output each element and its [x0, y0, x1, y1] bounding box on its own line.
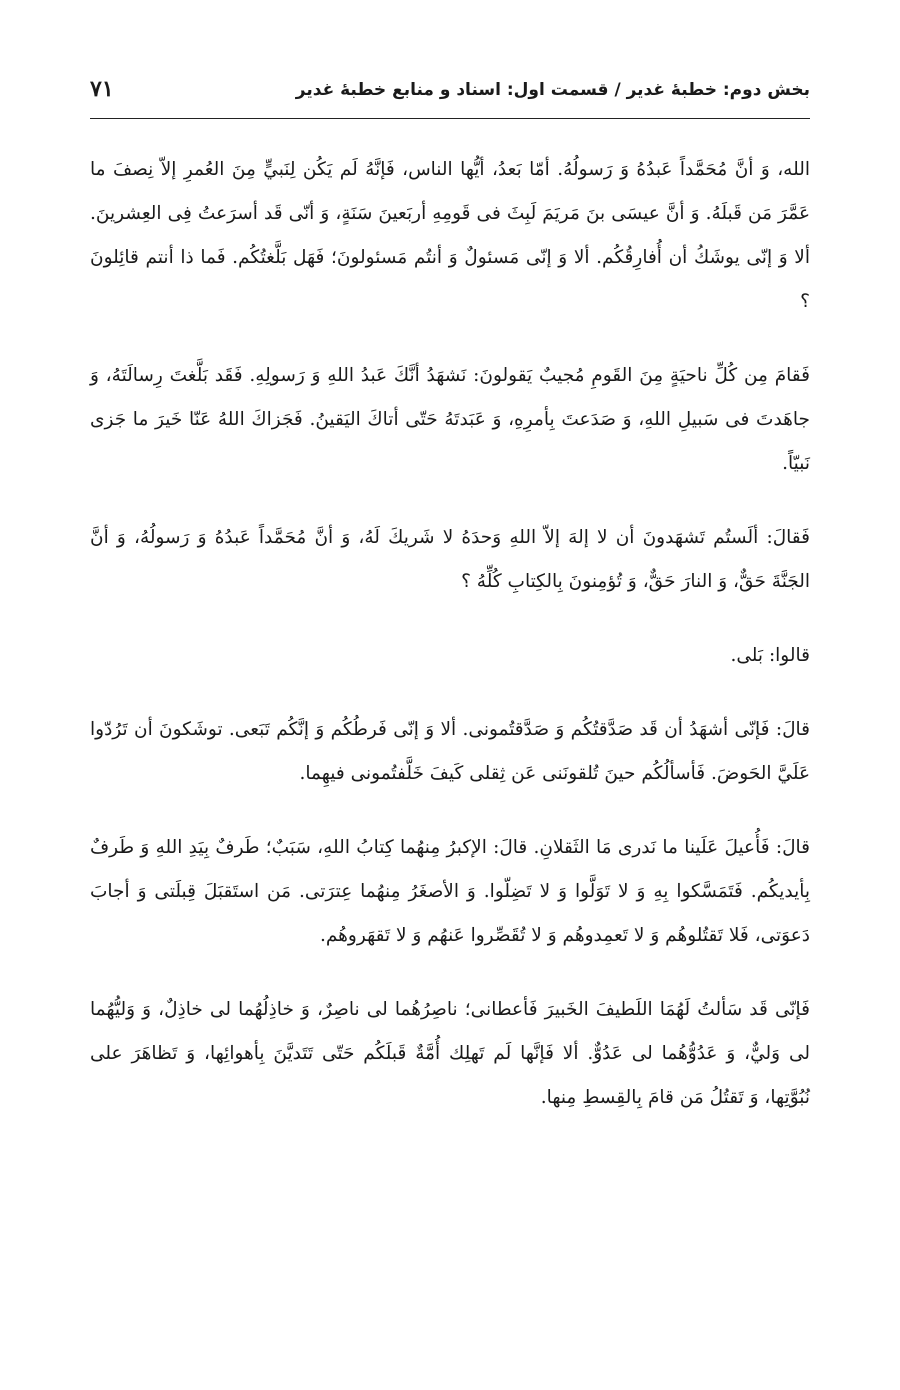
paragraph-5: قالَ: فَإنّى أشهَدُ أن قَد صَدَّقتُكُم وَ صَدَّقتُمونى. ألا وَ إنّى فَرطُكُم وَ إنَّكُم تَبَعى. توشَكونَ أن تَرُدّوا عَلَيَّ الحَوضَ. فَأسألُكُم حينَ تُلقونَنى عَن ثِقلى كَيفَ خَلَّفتُمونى فيهِما. [90, 719, 810, 784]
page-number: ۷۱ [90, 76, 114, 102]
paragraph-3: فَقالَ: ألَستُم تَشهَدونَ أن لا إلهَ إلاّ اللهِ وَحدَهُ لا شَريكَ لَهُ، وَ أنَّ مُحَمَّداً عَبدُهُ وَ رَسولُهُ، وَ أنَّ الجَنَّةَ حَقٌّ، وَ النارَ حَقٌّ، وَ تُؤمِنونَ بِالكِتابِ كُلِّهُ ؟ [90, 527, 810, 592]
paragraph-7: فَإنّى قَد سَألتُ لَهُمَا اللَطيفَ الخَبيرَ فَأعطانى؛ ناصِرُهُما لى ناصِرٌ، وَ خاذِلُهُما لى خاذِلٌ، وَ وَليُّهُما لى وَليٌّ، وَ عَدُوُّهُما لى عَدُوٌّ. ألا فَإنَّها لَم تَهلِك أُمَّةٌ قَبلَكُم حَتّى تَتَديَّنَ بِأهوائِها، وَ تَظاهَرَ على نُبُوَّتِها، وَ تَقتُلُ مَن قامَ بِالقِسطِ مِنها. [90, 999, 810, 1108]
paragraph-2: فَقامَ مِن كُلِّ ناحيَةٍ مِنَ القَومِ مُجيبٌ يَقولونَ: نَشهَدُ أنَّكَ عَبدُ اللهِ وَ رَسولِهِ. فَقَد بَلَّغتَ رِسالَتَهُ، وَ جاهَدتَ فى سَبيلِ اللهِ، وَ صَدَعتَ بِأمرِهِ، وَ عَبَدتَهُ حَتّى أتاكَ اليَقينُ. فَجَزاكَ اللهُ عَنّا خَيرَ ما جَزى نَبيّاً. [90, 365, 810, 474]
running-header [90, 70, 810, 119]
header-title: بخش دوم: خطبۀ غدیر / قسمت اول: اسناد و منابع خطبۀ غدیر [295, 80, 810, 100]
paragraph-6: قالَ: فَأُعيلَ عَلَينا ما نَدرى مَا الثَقلانِ. قالَ: الإكبرُ مِنهُما كِتابُ اللهِ، سَبَبٌ؛ طَرفٌ بِيَدِ اللهِ وَ طَرفٌ بِأيديكُم. فَتَمَسَّكوا بِهِ وَ لا تَوَلَّوا وَ لا تَضِلّوا. وَ الأصغَرُ مِنهُما عِترَتى. مَن استَقبَلَ قِبلَتى وَ أجابَ دَعوَتى، فَلا تَقتُلوهُم وَ لا تَعمِدوهُم وَ لا تُقَصِّروا عَنهُم وَ لا تَقهَروهُم. [90, 837, 810, 946]
book-page [90, 70, 810, 1350]
body-text [90, 148, 810, 1150]
paragraph-4: قالوا: بَلى. [730, 645, 810, 666]
paragraph-1: الله، وَ أنَّ مُحَمَّداً عَبدُهُ وَ رَسولُهُ. أمّا بَعدُ، أيُّها الناس، فَإنَّهُ لَم يَكُن لِنَبيٍّ مِنَ العُمرِ إلاّ نِصفَ ما عَمَّرَ مَن قَبلَهُ. وَ أنَّ عيسَى بنَ مَريَمَ لَبِثَ فى قَومِهِ أربَعينَ سَنَةٍ، وَ أنّى قَد أسرَعتُ فِى العِشرينَ. ألا وَ إنّى يوشَكُ أن أُفارِقُكُم. ألا وَ إنّى مَسئولٌ وَ أنتُم مَسئولونَ؛ فَهَل بَلَّغتُكُم. فَما ذا أنتم قائِلونَ ؟ [90, 159, 810, 312]
